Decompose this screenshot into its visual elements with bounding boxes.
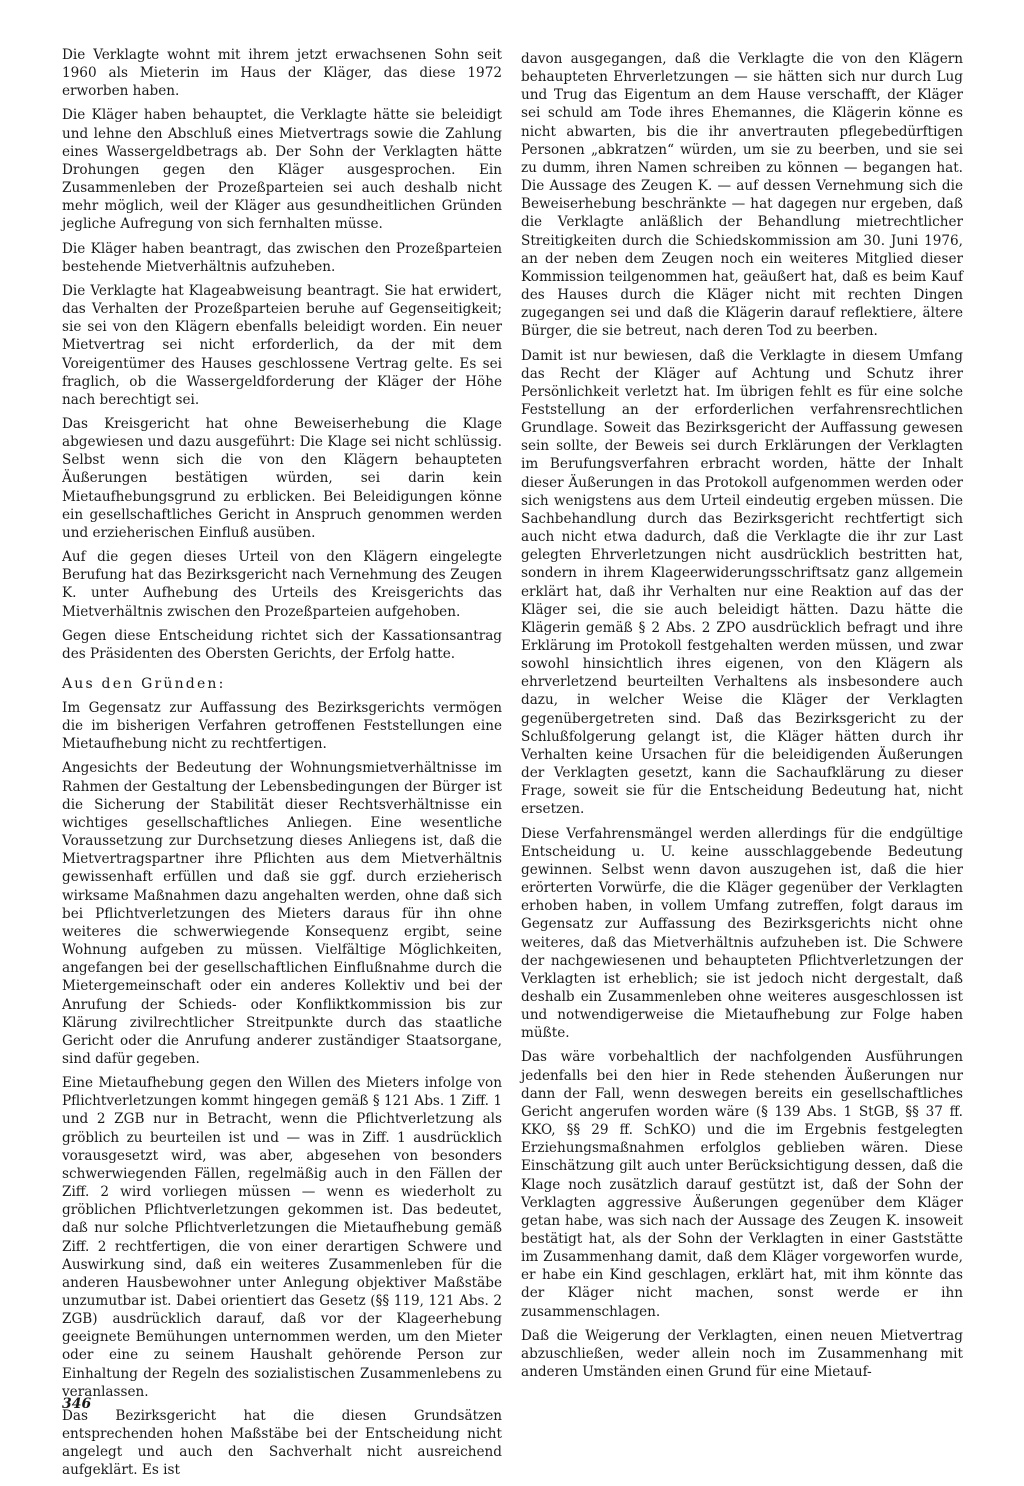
left-column — [62, 46, 502, 1486]
paragraph: davon ausgegangen, daß die Verklagte die von den Klägern behaupteten Ehrverletzungen — sie hätten sich nur durch Lug und Trug das Eigentum an dem Hause verschafft, der Kläger sei schuld am Tode ihres Ehemannes, die Klägerin könne es nicht abwarten, bis die ihr anvertrauten pflegebedürftigen Personen „abkratzen“ würden, um sie zu beerben, und sie sei zu dumm, ihren Namen schreiben zu können — begangen hat. Die Aussage des Zeugen K. — auf dessen Vernehmung sich die Beweiserhebung beschränkte — hat dagegen nur ergeben, daß die Verklagte anläßlich der Behandlung mietrechtlicher Streitigkeiten durch die Schiedskommission am 30. Juni 1976, an der neben dem Zeugen noch ein weiteres Mitglied dieser Kommission teilgenommen hat, geäußert hat, daß es beim Kauf des Hauses durch die Kläger nicht mit rechten Dingen zugegangen sei und daß die Klägerin darauf reflektiere, ältere Bürger, die sie betreut, nach deren Tod zu beerben. — [521, 51, 963, 340]
paragraph: Angesichts der Bedeutung der Wohnungsmietverhältnisse im Rahmen der Gestaltung der Lebensbedingungen der Bürger ist die Sicherung der Stabilität dieser Rechtsverhältnisse ein wichtiges gesellschaftliches Anliegen. Eine wesentliche Voraussetzung zur Durchsetzung dieses Anliegens ist, daß die Mietvertragspartner ihre Pflichten aus dem Mietverhältnis gewissenhaft erfüllen und daß sie ggf. durch erzieherisch wirksame Maßnahmen dazu angehalten werden, ohne daß sich bei Pflichtverletzungen des Mieters daraus für ihn ohne weiteres die schwerwiegende Konsequenz ergibt, seine Wohnung aufgeben zu müssen. Vielfältige Möglichkeiten, angefangen bei der gesellschaftlichen Einflußnahme durch die Mietergemeinschaft oder ein anderes Kollektiv und bei der Anrufung der Schieds- oder Konfliktkommission bis zur Klärung zivilrechtlicher Streitpunkte durch das staatliche Gericht oder die Anrufung anderer zuständiger Staatsorgane, sind dafür gegeben. — [62, 760, 502, 1067]
paragraph: Die Verklagte hat Klageabweisung beantragt. Sie hat erwidert, das Verhalten der Prozeßparteien beruhe auf Gegenseitigkeit; sie sei von den Klägern ebenfalls beleidigt worden. Ein neuer Mietvertrag sei nicht erforderlich, da der mit dem Voreigentümer des Hauses geschlossene Vertrag gelte. Es sei fraglich, ob die Wassergeldforderung der Kläger der Höhe nach berechtigt sei. — [62, 282, 502, 408]
paragraph: Auf die gegen dieses Urteil von den Klägern eingelegte Berufung hat das Bezirksgericht nach Vernehmung des Zeugen K. unter Aufhebung des Urteils des Kreisgerichts das Mietverhältnis zwischen den Prozeßparteien aufgehoben. — [62, 549, 502, 620]
paragraph: Damit ist nur bewiesen, daß die Verklagte in diesem Umfang das Recht der Kläger auf Achtung und Schutz ihrer Persönlichkeit verletzt hat. Im übrigen fehlt es für eine solche Feststellung an der erforderlichen verfahrensrechtlichen Grundlage. Soweit das Bezirksgericht der Auffassung gewesen sein sollte, der Beweis sei durch Erklärungen der Verklagten im Berufungsverfahren erbracht worden, hätte der Inhalt dieser Äußerungen in das Protokoll aufgenommen werden oder sich wenigstens aus dem Urteil eindeutig ergeben müssen. Die Sachbehandlung durch das Bezirksgericht rechtfertigt sich auch nicht etwa dadurch, daß die Verklagte die ihr zur Last gelegten Ehrverletzungen nicht ausdrücklich bestritten hat, sondern in ihrem Klageerwiderungsschriftsatz ganz allgemein erklärt hat, daß ihr Verhalten nur eine Reaktion auf das der Kläger sei, die sie auch beleidigt hätten. Dazu hätte die Klägerin gemäß § 2 Abs. 2 ZPO ausdrücklich befragt und ihre Erklärung im Protokoll festgehalten werden müssen, und zwar sowohl hinsichtlich ihres eigenen, von den Klägern als ehrverletzend beurteilten Verhaltens als insbesondere auch dazu, in welcher Weise die Kläger der Verklagten gegenübergetreten sind. Daß das Bezirksgericht zu der Schlußfolgerung gelangt ist, die Kläger hätten durch ihr Verhalten keine Ursachen für die beleidigenden Äußerungen der Verklagten gesetzt, kann die Sachaufklärung zu dieser Frage, soweit sie für die Entscheidung Bedeutung hat, nicht ersetzen. — [521, 347, 963, 818]
paragraph: Eine Mietaufhebung gegen den Willen des Mieters infolge von Pflichtverletzungen kommt hingegen gemäß § 121 Abs. 1 Ziff. 1 und 2 ZGB nur in Betracht, wenn die Pflichtverletzung als gröblich zu beurteilen ist und — was in Ziff. 1 ausdrücklich vorausgesetzt wird, was aber, abgesehen von besonders schwerwiegenden Fällen, regelmäßig auch in den Fällen der Ziff. 2 wird vorliegen müssen — wenn es wiederholt zu gröblichen Pflichtverletzungen gekommen ist. Das bedeutet, daß nur solche Pflichtverletzungen die Mietaufhebung gemäß Ziff. 2 rechtfertigen, die von einer derartigen Schwere und Auswirkung sind, daß ein weiteres Zusammenleben für die anderen Hausbewohner unter Anlegung objektiver Maßstäbe unzumutbar ist. Dabei orientiert das Gesetz (§§ 119, 121 Abs. 2 ZGB) ausdrücklich darauf, daß vor der Klageerhebung geeignete Bemühungen unternommen werden, um den Mieter oder eine zu seinem Haushalt gehörende Person zur Einhaltung der Regeln des sozialistischen Zusammenlebens zu veranlassen. — [62, 1075, 502, 1400]
paragraph: Das wäre vorbehaltlich der nachfolgenden Ausführungen jedenfalls bei den hier in Rede stehenden Äußerungen nur dann der Fall, wenn deswegen bereits ein gesellschaftliches Gericht angerufen worden wäre (§ 139 Abs. 1 StGB, §§ 37 ff. KKO, §§ 29 ff. SchKO) und die im Ergebnis festgelegten Erziehungsmaßnahmen erfolglos geblieben wären. Diese Einschätzung gilt auch unter Berücksichtigung dessen, daß die Klage noch zusätzlich darauf gestützt ist, daß der Sohn der Verklagten aggressive Äußerungen gegenüber dem Kläger getan habe, was sich nach der Aussage des Zeugen K. insoweit bestätigt hat, als der Sohn der Verklagten in einer Gaststätte im Zusammenhang damit, daß dem Kläger vorgeworfen wurde, er habe ein Kind geschlagen, erklärt hat, mit ihm könnte das der Kläger nicht machen, sonst werde er ihn zusammenschlagen. — [521, 1049, 963, 1320]
page-number: 346 — [62, 1396, 92, 1412]
paragraph: Das Kreisgericht hat ohne Beweiserhebung die Klage abgewiesen und dazu ausgeführt: Die Klage sei nicht schlüssig. Selbst wenn sich die von den Klägern behaupteten Äußerungen bestätigen würden, sei darin kein Mietaufhebungsgrund zu erblicken. Bei Beleidigungen könne ein gesellschaftliches Gericht in Anspruch genommen werden und erzieherischen Einfluß ausüben. — [62, 415, 502, 541]
paragraph: Gegen diese Entscheidung richtet sich der Kassationsantrag des Präsidenten des Obersten Gerichts, der Erfolg hatte. — [62, 627, 502, 662]
paragraph: Diese Verfahrensmängel werden allerdings für die endgültige Entscheidung u. U. keine ausschlaggebende Bedeutung gewinnen. Selbst wenn davon auszugehen ist, daß die hier erörterten Vorwürfe, die die Kläger gegenüber der Verklagten erhoben haben, in vollem Umfang zutreffen, folgt daraus im Gegensatz zur Auffassung des Bezirksgerichts nicht ohne weiteres, daß das Mietverhältnis aufzuheben ist. Die Schwere der nachgewiesenen und behaupteten Pflichtverletzungen der Verklagten ist erheblich; sie ist jedoch nicht dergestalt, daß deshalb ein Zusammenleben ohne weiteres ausgeschlossen ist und notwendigerweise die Mietaufhebung zur Folge haben müßte. — [521, 825, 963, 1042]
right-column — [521, 50, 963, 1387]
section-heading: Aus den Gründen: — [62, 676, 226, 692]
paragraph: Die Verklagte wohnt mit ihrem jetzt erwachsenen Sohn seit 1960 als Mieterin im Haus der Kläger, das diese 1972 erworben haben. — [62, 47, 502, 100]
paragraph: Daß die Weigerung der Verklagten, einen neuen Mietvertrag abzuschließen, weder allein noch im Zusammenhang mit anderen Umständen einen Grund für eine Mietauf- — [521, 1327, 963, 1381]
paragraph: Die Kläger haben beantragt, das zwischen den Prozeßparteien bestehende Mietverhältnis aufzuheben. — [62, 240, 502, 275]
paragraph: Das Bezirksgericht hat die diesen Grundsätzen entsprechenden hohen Maßstäbe bei der Entscheidung nicht angelegt und auch den Sachverhalt nicht ausreichend aufgeklärt. Es ist — [62, 1407, 502, 1479]
paragraph: Die Kläger haben behauptet, die Verklagte hätte sie beleidigt und lehne den Abschluß eines Mietvertrags sowie die Zahlung eines Wassergeldbetrags ab. Der Sohn der Verklagten hätte Drohungen gegen den Kläger ausgesprochen. Ein Zusammenleben der Prozeßparteien sei auch deshalb nicht mehr möglich, weil der Kläger aus gesundheitlichen Gründen jegliche Aufregung von sich fernhalten müsse. — [62, 107, 502, 233]
paragraph: Im Gegensatz zur Auffassung des Bezirksgerichts vermögen die im bisherigen Verfahren getroffenen Feststellungen eine Mietaufhebung nicht zu rechtfertigen. — [62, 700, 502, 753]
